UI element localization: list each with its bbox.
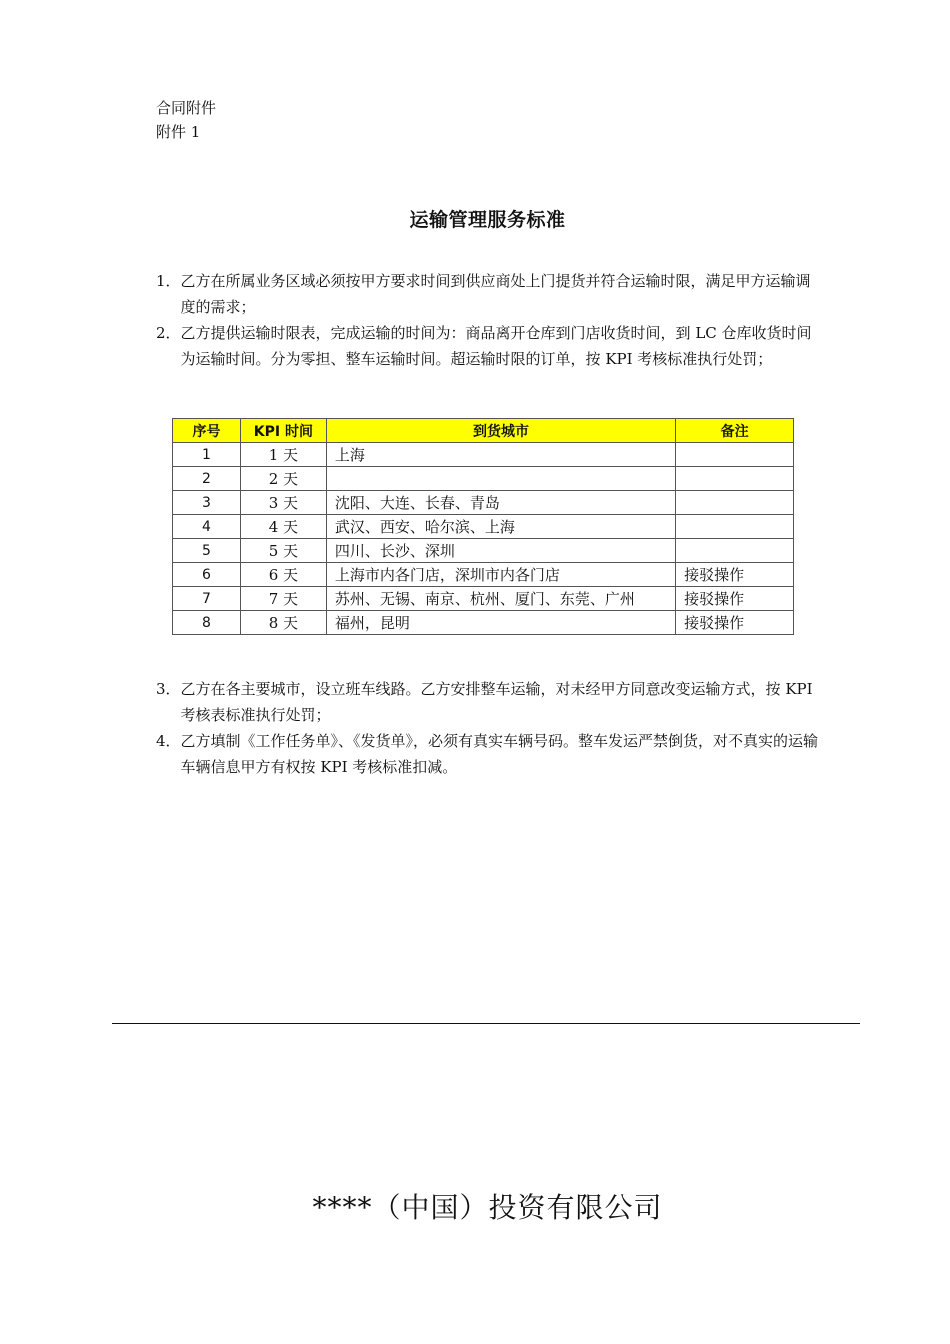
cell-remarks	[676, 443, 794, 467]
cell-kpi-time: 8 天	[240, 611, 326, 635]
cell-seq: 8	[173, 611, 241, 635]
cell-destination-city: 四川、长沙、深圳	[326, 539, 675, 563]
attachment-header	[156, 96, 216, 144]
cell-kpi-time: 7 天	[240, 587, 326, 611]
clause-number: 1．	[156, 272, 181, 290]
document-title: 运输管理服务标准	[409, 209, 566, 231]
footer-divider	[112, 1023, 860, 1024]
clause-number: 2．	[156, 324, 181, 342]
cell-destination-city	[326, 467, 675, 491]
cell-seq: 3	[173, 491, 241, 515]
clause-text: 乙方填制《工作任务单》、《发货单》，必须有真实车辆号码。整车发运严禁倒货，对不真实的运输车辆信息甲方有权按 KPI 考核标准扣减。	[180, 732, 819, 776]
clause-item	[156, 728, 824, 780]
clause-number: 4．	[156, 732, 181, 750]
cell-kpi-time: 1 天	[240, 443, 326, 467]
clause-item	[156, 268, 824, 320]
cell-kpi-time: 2 天	[240, 467, 326, 491]
cell-destination-city: 上海	[326, 443, 675, 467]
table-row	[173, 467, 794, 491]
table-row	[173, 539, 794, 563]
table-header-row	[173, 419, 794, 443]
clauses-before-table	[156, 268, 824, 372]
header-remarks: 备注	[676, 419, 794, 443]
clause-item	[156, 676, 824, 728]
clause-text: 乙方在各主要城市，设立班车线路。乙方安排整车运输，对未经甲方同意改变运输方式，按 KPI 考核表标准执行处罚；	[180, 680, 813, 724]
cell-kpi-time: 5 天	[240, 539, 326, 563]
cell-remarks	[676, 539, 794, 563]
cell-remarks: 接驳操作	[676, 563, 794, 587]
header-seq: 序号	[173, 419, 241, 443]
kpi-transport-table	[172, 418, 794, 635]
cell-destination-city: 上海市内各门店，深圳市内各门店	[326, 563, 675, 587]
cell-seq: 1	[173, 443, 241, 467]
cell-remarks: 接驳操作	[676, 611, 794, 635]
cell-kpi-time: 3 天	[240, 491, 326, 515]
clause-number: 3．	[156, 680, 181, 698]
cell-seq: 2	[173, 467, 241, 491]
cell-kpi-time: 4 天	[240, 515, 326, 539]
table-row	[173, 515, 794, 539]
clause-text: 乙方在所属业务区域必须按甲方要求时间到供应商处上门提货并符合运输时限，满足甲方运输调度的需求；	[180, 272, 811, 316]
cell-remarks	[676, 515, 794, 539]
cell-kpi-time: 6 天	[240, 563, 326, 587]
cell-seq: 4	[173, 515, 241, 539]
cell-seq: 7	[173, 587, 241, 611]
table-row	[173, 443, 794, 467]
header-destination-city: 到货城市	[326, 419, 675, 443]
cell-remarks: 接驳操作	[676, 587, 794, 611]
cell-destination-city: 苏州、无锡、南京、杭州、厦门、东莞、广州	[326, 587, 675, 611]
cell-remarks	[676, 467, 794, 491]
table-row	[173, 563, 794, 587]
cell-destination-city: 武汉、西安、哈尔滨、上海	[326, 515, 675, 539]
clause-item	[156, 320, 824, 372]
table-row	[173, 491, 794, 515]
header-kpi-time: KPI 时间	[240, 419, 326, 443]
cell-seq: 6	[173, 563, 241, 587]
cell-seq: 5	[173, 539, 241, 563]
header-line-attachment-number: 附件 1	[156, 123, 201, 141]
table-row	[173, 587, 794, 611]
cell-destination-city: 福州，昆明	[326, 611, 675, 635]
cell-remarks	[676, 491, 794, 515]
cell-destination-city: 沈阳、大连、长春、青岛	[326, 491, 675, 515]
header-line-contract-attachment: 合同附件	[156, 99, 217, 117]
table-row	[173, 611, 794, 635]
clause-text: 乙方提供运输时限表，完成运输的时间为：商品离开仓库到门店收货时间，到 LC 仓库收货时间为运输时间。分为零担、整车运输时间。超运输时限的订单，按 KPI 考核标准执行处罚；	[180, 324, 812, 368]
company-name: ****（中国）投资有限公司	[312, 1191, 663, 1224]
clauses-after-table	[156, 676, 824, 780]
